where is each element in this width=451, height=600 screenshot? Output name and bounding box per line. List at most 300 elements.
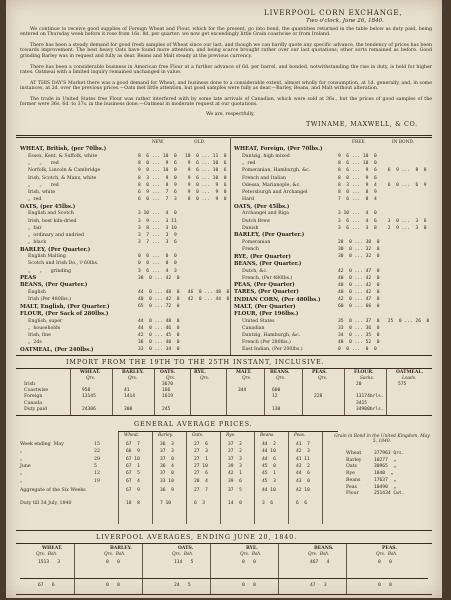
liverpool-col-head: BEANS. xyxy=(314,546,334,551)
average-cell: 45 1 xyxy=(262,471,276,477)
foreign-row-price: 33 0 ... 36 0 xyxy=(338,325,380,331)
average-cell: 43 0 xyxy=(296,478,310,484)
import-col-unit: Qrs. xyxy=(242,376,252,381)
foreign-row-label: Dutch Brew xyxy=(242,218,271,224)
bond-row-label: Beans xyxy=(346,477,361,483)
average-cell: 33 10 xyxy=(160,478,174,484)
average-col-head: Peas. xyxy=(294,433,306,438)
average-cell: 43 2 xyxy=(296,463,310,469)
import-cell: 12 xyxy=(272,394,278,400)
import-col-divider xyxy=(70,369,71,415)
foreign-row-label: INDIAN CORN, (Per 480lbs.) xyxy=(234,296,321,303)
british-row-price: 3 7 ... 3 9 xyxy=(138,232,177,238)
rule xyxy=(16,594,432,595)
foreign-row-label: Odessa, Marianople, &c. xyxy=(242,182,301,188)
intro-paragraph-4: AT THIS DAY'S Market there was a good demand for Wheat, and business done to a considerable extent, almost wholly for consumption, at 1d. generally, and, in some instances, at 2d. over the previous prices.—Oats met little attention, but good samples were fully as dear.—Barley, Beans, and Malt without alteration. xyxy=(20,81,432,92)
foreign-row-label: FLOUR, (Per 196lbs.) xyxy=(234,310,299,317)
bond-row-value: 10277 „ xyxy=(374,457,397,463)
import-col-head: BEANS. xyxy=(270,370,290,375)
average-cell: 27 6 xyxy=(194,442,208,447)
import-col-divider xyxy=(190,369,191,415)
british-row-label: „ 2ds xyxy=(28,340,42,346)
signature: TWINAME, MAXWELL, & CO. xyxy=(306,120,418,128)
bond-row-label: Rye xyxy=(346,471,355,477)
british-row-label: Irish (Per 480lbs.) xyxy=(28,297,71,303)
british-row-price: 3 7 ... 3 6 xyxy=(138,239,177,245)
average-row-label: „ xyxy=(20,456,23,462)
british-row-price: 3 8 ... 3 10 xyxy=(138,225,177,231)
british-row-price: 0 0 ... 0 0 xyxy=(138,254,177,260)
foreign-row-label: East Indian, (Per 200lbs.) xyxy=(242,347,303,353)
british-row-label: MALT, English, (Per Quarter.) xyxy=(20,303,110,310)
foreign-row-price: 7 6 ... 8 4 xyxy=(338,197,377,203)
foreign-row-label: OATS, (Per 45lbs.) xyxy=(234,203,290,210)
foreign-row-label: Pomeranian, Hamburgh, &c. xyxy=(242,168,311,174)
import-col-head: OATS. xyxy=(160,370,176,375)
average-cell: 42 10 xyxy=(296,488,310,493)
foreign-row-price: 42 0 ... 47 0 xyxy=(338,268,380,274)
import-cell: 24306 xyxy=(82,406,96,412)
averages-title: GENERAL AVERAGE PRICES. xyxy=(134,420,253,428)
average-col-divider xyxy=(254,432,255,524)
foreign-row-label: „ red xyxy=(242,161,256,167)
average-cell: 41 7 xyxy=(296,442,310,447)
import-row-label: Duty paid xyxy=(24,406,48,412)
british-row-label: Irish, best kiln-dried xyxy=(28,218,77,224)
liverpool-col-head: OATS. xyxy=(178,546,194,551)
british-row-price: 8 6 ... 10 0 10 0 ... 11 0 xyxy=(138,154,227,160)
import-cell: 1414 xyxy=(124,394,136,400)
import-col-unit: Qrs. xyxy=(200,376,210,381)
exchange-title: LIVERPOOL CORN EXCHANGE, xyxy=(264,8,403,17)
average-cell: 36 4 xyxy=(160,463,174,469)
foreign-row-label: Pomeranian xyxy=(242,239,271,245)
average-cell: 36 3 xyxy=(160,442,174,447)
foreign-row-label: BEANS, (Per Quarter.) xyxy=(234,260,302,267)
foreign-row-price: 0 0 ... 0 0 xyxy=(338,347,377,353)
average-cell: 37 2 xyxy=(228,449,242,455)
british-row-label: English, super xyxy=(28,318,63,324)
average-col-head: Beans. xyxy=(260,433,275,438)
foreign-row-label: Petersburgh and Archangel xyxy=(242,189,308,195)
foreign-row-price: 30 0 ... 32 0 xyxy=(338,247,380,253)
average-cell: 27 6 xyxy=(194,471,208,477)
average-row-label: June xyxy=(20,463,31,469)
foreign-row-price: 8 3 ... 9 4 6 0 ... 6 9 xyxy=(338,182,427,188)
liverpool-col-divider xyxy=(142,544,143,594)
foreign-row-price: 28 0 ... 30 0 xyxy=(338,239,380,245)
liverpool-price: 0 0 xyxy=(106,583,120,588)
average-col-divider xyxy=(288,432,289,524)
foreign-row-label: BARLEY, (Per Quarter.) xyxy=(234,232,305,239)
bond-row-value: 1840 „ xyxy=(374,471,394,477)
british-row-label: PEAS xyxy=(20,275,37,282)
foreign-row-price: 8 6 ... 10 0 xyxy=(338,161,377,167)
liverpool-col-head: WHEAT. xyxy=(42,546,63,551)
bond-row-label: Wheat xyxy=(346,451,362,456)
liverpool-col-head: BARLEY. xyxy=(110,546,132,551)
average-cell: 6 6 xyxy=(296,500,308,506)
british-row-label: FLOUR, (Per Sack of 280lbs.) xyxy=(20,310,109,317)
liverpool-col-divider xyxy=(278,544,279,594)
average-cell: 39 6 xyxy=(228,478,242,484)
liverpool-qty: 1513 3 xyxy=(38,560,61,565)
foreign-row-label: Canadian xyxy=(242,325,265,331)
col-head-free: FREE. xyxy=(352,140,366,145)
import-row-label: Canada xyxy=(24,400,42,406)
liverpool-col-head: RYE. xyxy=(246,546,258,551)
liverpool-col-unit: Qrs. Bsh. xyxy=(172,552,194,557)
foreign-row-label: WHEAT, Foreign, (Per 70lbs.) xyxy=(234,146,323,153)
import-cell: 600 xyxy=(272,388,281,394)
average-col-head: Oats. xyxy=(192,433,204,438)
average-row-label: Duty till 3d July, 1840 xyxy=(20,500,72,506)
rule xyxy=(16,543,432,544)
british-row-label: „ red xyxy=(28,197,42,203)
import-cell: 3415 xyxy=(356,400,368,406)
import-col-head: OATMEAL. xyxy=(396,370,424,375)
import-cell: 1619 xyxy=(162,394,174,400)
average-cell: 44 6 xyxy=(296,471,310,477)
british-row-price: 8 0 ... 8 9 9 0 ... 9 6 xyxy=(138,182,227,188)
average-row-label: Week ending May xyxy=(20,442,64,447)
average-col-divider xyxy=(152,432,153,524)
foreign-row-label: French and Italian xyxy=(242,175,287,181)
import-col-divider xyxy=(264,369,265,415)
average-row-day: 12 xyxy=(94,471,100,477)
average-row-label: „ xyxy=(20,449,23,455)
british-row-price: 6 9 ... 7 6 9 0 ... 9 0 xyxy=(138,189,227,195)
import-col-head: RYE. xyxy=(194,370,206,375)
foreign-row-label: MALT, (Per Quarter) xyxy=(234,303,296,310)
liverpool-col-divider xyxy=(74,544,75,594)
average-row-day: 5 xyxy=(94,463,97,469)
average-cell: 37 3 xyxy=(228,456,242,462)
foreign-row-price: 34 0 ... 35 0 xyxy=(338,332,380,338)
average-cell: 67 7 xyxy=(126,442,140,447)
average-cell: 37 2 xyxy=(228,442,242,447)
british-row-price: 42 0 ... 45 0 xyxy=(138,332,180,338)
average-cell: 37 0 xyxy=(160,471,174,477)
british-row-label: English and Scotch xyxy=(28,211,74,217)
import-col-divider xyxy=(344,369,345,415)
average-col-head: Rye. xyxy=(226,433,236,438)
foreign-row-price: 35 0 ... 37 0 25 0 ... 26 0 xyxy=(338,318,430,324)
import-cell: 3670 xyxy=(162,382,174,387)
british-row-price: 33 0 ... 34 0 xyxy=(138,347,180,353)
foreign-row-label: United States xyxy=(242,318,275,324)
liverpool-price: 47 3 xyxy=(310,583,327,588)
average-cell: 27 3 xyxy=(194,449,208,455)
british-row-label: English Malting xyxy=(28,254,66,260)
average-cell: 67 10 xyxy=(126,456,140,462)
average-cell: 36 9 xyxy=(160,488,174,493)
foreign-row-price: 3 10 ... 4 0 xyxy=(338,211,377,217)
column-divider xyxy=(230,137,231,355)
liverpool-qty: 0 0 xyxy=(106,560,120,565)
foreign-row-price: 8 0 ... 9 6 xyxy=(338,175,377,181)
bond-row-value: 377963 Qrs. xyxy=(374,451,405,456)
british-row-price: 65 0 ... 72 0 xyxy=(138,304,180,310)
average-col-head: Barley. xyxy=(158,433,173,438)
import-col-divider xyxy=(154,369,155,415)
liverpool-qty: 114 5 xyxy=(174,560,194,565)
foreign-row-label: Dantzig, high mixed xyxy=(242,154,290,160)
rule xyxy=(16,415,432,416)
import-col-head: FLOUR. xyxy=(354,370,374,375)
foreign-row-label: Dantzig, Hamburgh, &c. xyxy=(242,332,301,338)
import-row-label: Foreign xyxy=(24,394,43,400)
foreign-row-label: Danish xyxy=(242,225,259,231)
british-row-label: Irish, fine xyxy=(28,332,51,338)
bond-row-label: Oats xyxy=(346,464,357,470)
import-col-unit: Qrs. xyxy=(86,376,96,381)
british-row-price: 0 0 ... 0 0 xyxy=(138,261,177,267)
liverpool-col-unit: Qrs. Bsh. xyxy=(308,552,330,557)
rule xyxy=(16,368,432,369)
import-col-unit: Qrs. xyxy=(166,376,176,381)
import-cell: 958 xyxy=(82,388,91,394)
import-cell: 300 xyxy=(124,406,133,412)
foreign-row-label: Archangel and Riga xyxy=(242,211,289,217)
british-row-label: „ ordinary and undried xyxy=(28,232,85,238)
import-cell: 41 xyxy=(124,388,130,394)
foreign-row-label: TARES, (Per Quarter) xyxy=(234,289,299,296)
import-cell: 20 xyxy=(356,382,362,387)
col-head-in-bond: IN BOND. xyxy=(392,140,415,145)
import-cell: 13174brls. xyxy=(356,394,384,400)
average-cell: 27 1 xyxy=(194,456,208,462)
bond-title: Grain in Bond in the United Kingdom, May 5, 1840. xyxy=(334,434,430,444)
british-row-label: WHEAT, British, (per 70lbs.) xyxy=(20,146,107,153)
liverpool-col-divider xyxy=(210,544,211,594)
average-cell: 41 11 xyxy=(296,456,310,462)
col-head-old: OLD. xyxy=(194,140,206,145)
average-col-divider xyxy=(220,432,221,524)
liverpool-qty: 467 4 xyxy=(310,560,330,565)
foreign-row-price: 60 0 ... 66 0 xyxy=(338,304,380,310)
average-cell: 44 10 xyxy=(262,488,276,493)
average-col-divider xyxy=(118,432,119,524)
foreign-row-price: 40 0 ... 42 0 xyxy=(338,290,380,295)
closing-line: We are, respectfully, xyxy=(206,112,255,117)
rule xyxy=(20,578,428,579)
average-row-day: 29 xyxy=(94,456,100,462)
british-row-price: 44 0 ... 48 0 xyxy=(138,318,180,324)
british-row-label: „ „ grinding xyxy=(28,268,72,274)
import-row-label: Coastwise xyxy=(24,388,49,394)
british-row-price: 44 0 ... 46 0 xyxy=(138,325,180,331)
british-row-label: „ „ red xyxy=(28,182,59,188)
rule xyxy=(16,137,432,138)
british-row-label: OATS, (per 45lbs.) xyxy=(20,203,76,210)
average-cell: 37 5 xyxy=(228,488,242,493)
british-row-label: Irish, Scotch, & Manx, white xyxy=(28,175,97,181)
foreign-row-price: 40 0 ... 42 0 xyxy=(338,275,380,281)
british-row-label: Scotch and Irish Do., ⅌ 60lbs. xyxy=(28,261,99,267)
british-row-price: 3 10 ... 4 0 xyxy=(138,211,177,217)
import-col-unit: Qrs. xyxy=(276,376,286,381)
bond-row-value: 17637 „ xyxy=(374,477,397,483)
intro-paragraph-1: We continue to receive good supplies of Foreign Wheat and Flour, which for the present, go into bond, the quantities returned in the table below as duty paid, being entered on Thursday week before it rose from 16s. 8d. per quarter: we now get exceedingly little Grain coastwise or from Ireland. xyxy=(20,27,432,38)
average-cell: 44 2 xyxy=(262,442,276,447)
rule xyxy=(16,355,432,356)
british-row-price: 6 0 ... 7 3 8 0 ... 9 0 xyxy=(138,197,227,203)
foreign-row-price: 48 0 ... 52 0 xyxy=(338,340,380,346)
import-col-divider xyxy=(386,369,387,415)
average-row-label: Aggregate of the Six Weeks xyxy=(20,488,86,493)
british-row-price: 3 6 ... 4 3 xyxy=(138,268,177,274)
import-col-unit: Qrs. xyxy=(128,376,138,381)
import-cell: 130 xyxy=(272,406,281,412)
british-row-price: 40 0 ... 42 0 42 0 ... 44 0 xyxy=(138,297,230,303)
col-head-new: NEW. xyxy=(152,140,164,145)
bond-row-value: 30965 „ xyxy=(374,464,397,470)
foreign-row-price: 3 6 ... 4 6 3 0 ... 3 6 xyxy=(338,218,427,224)
intro-paragraph-5: The trade in United States free Flour was rather interfered with by some late arrivals of Canadian, which were sold at 36s., but the prices of good samples of the former were 36s. 6d. to 37s. in the business done.—Oatmeal in moderate request at our quotations. xyxy=(20,97,432,108)
foreign-row-price: 30 0 ... 32 0 xyxy=(338,254,380,260)
liverpool-qty: 0 0 xyxy=(242,560,256,565)
average-col-head: Wheat. xyxy=(124,433,140,438)
average-cell: 27 7 xyxy=(194,488,208,493)
foreign-row-label: Dutch, &c. xyxy=(242,268,268,274)
average-cell: 66 9 xyxy=(126,449,140,455)
british-row-label: „ households xyxy=(28,325,61,331)
foreign-row-price: 8 6 ... 9 6 6 9 ... 8 0 xyxy=(338,168,427,174)
liverpool-qty: 0 0 xyxy=(378,560,392,565)
average-row-label: „ xyxy=(20,478,23,484)
liverpool-price: 67 6 xyxy=(38,583,55,588)
import-col-head: PEAS. xyxy=(312,370,327,375)
import-cell: 34900brls. xyxy=(356,406,384,412)
foreign-row-label: French (Per 280lbs.) xyxy=(242,340,291,346)
british-row-price: 38 0 ... 42 0 xyxy=(138,275,180,281)
british-row-label: „ black xyxy=(28,239,47,245)
import-cell: 344 xyxy=(238,388,247,394)
average-row-day: 19 xyxy=(94,478,100,484)
import-cell: 575 xyxy=(398,382,407,387)
import-col-divider xyxy=(302,369,303,415)
foreign-row-label: Hard xyxy=(242,197,255,203)
average-cell: 14 0 xyxy=(228,500,242,506)
foreign-row-label: PEAS, (Per Quarter) xyxy=(234,282,295,289)
rule xyxy=(16,530,432,531)
rule xyxy=(16,135,432,136)
liverpool-col-unit: Qrs. Bsh. xyxy=(104,552,126,557)
average-cell: 44 10 xyxy=(262,449,276,455)
average-cell: 42 1 xyxy=(228,471,242,477)
foreign-row-label: RYE, (Per Quarter) xyxy=(234,253,291,260)
liverpool-price: 0 0 xyxy=(242,583,256,588)
british-row-label: BEANS, (Per Quarter.) xyxy=(20,282,88,289)
foreign-row-label: French xyxy=(242,247,259,253)
liverpool-col-unit: Qrs. Bsh. xyxy=(36,552,58,557)
average-row-day: 22 xyxy=(94,449,100,455)
import-col-divider xyxy=(226,369,227,415)
british-row-price: 3 9 ... 3 11 xyxy=(138,218,177,224)
british-row-label: „ fair xyxy=(28,225,42,231)
british-row-label: OATMEAL, (Per 240lbs.) xyxy=(20,346,94,353)
average-cell: 7 10 xyxy=(160,500,172,506)
british-row-price: 9 0 ... 10 0 9 6 ... 10 6 xyxy=(138,168,227,174)
bond-row-label: Peas xyxy=(346,484,357,490)
average-cell: 27 10 xyxy=(194,463,208,469)
average-cell: 3 6 xyxy=(262,500,274,506)
intro-paragraph-2: There has been a steady demand for good fresh samples of Wheat since our last, and though we can hardly quote any specific advance, the tendency of prices has been towards improvement. The best heavy Oats have found more attention, and being scarce brought rather over our last quotations; other sorts remained as before. Good grinding Barley was in request and fully as dear. Beans and Malt steady at the previous currency. xyxy=(20,43,432,59)
foreign-row-price: 9 6 ... 10 0 xyxy=(338,154,377,160)
average-row-day: 15 xyxy=(94,442,100,447)
average-cell: 37 3 xyxy=(160,449,174,455)
bond-row-value: 10490 „ xyxy=(374,484,397,490)
bond-row-value: 251434 Cwt. xyxy=(374,491,405,497)
liverpool-col-unit: Qrs. Bsh. xyxy=(240,552,262,557)
liverpool-title: LIVERPOOL AVERAGES, ENDING JUNE 20, 1840. xyxy=(96,533,298,541)
average-cell: 67 4 xyxy=(126,478,140,484)
british-row-label: Irish, white xyxy=(28,189,56,195)
import-col-head: MALT. xyxy=(236,370,252,375)
average-cell: 39 3 xyxy=(228,463,242,469)
british-row-label: BARLEY, (Per Quarter.) xyxy=(20,246,91,253)
british-row-label: English xyxy=(28,290,46,295)
average-col-divider xyxy=(186,432,187,524)
intro-paragraph-3: There has been a considerable business in American free Flour at a further advance of 6d. per barrel, and bonded, notwithstanding the rise in duty, is held for higher rates. Oatmeal with a limited inquiry remained unchanged in value. xyxy=(20,65,432,76)
price-circular-sheet xyxy=(6,0,442,598)
british-row-price: 8 3 ... 9 0 9 6 ... 10 0 xyxy=(138,175,227,181)
average-cell: 28 4 xyxy=(194,478,208,484)
import-col-head: BARLEY. xyxy=(122,370,144,375)
bond-row-label: Barley xyxy=(346,457,362,463)
import-col-unit: Qrs. xyxy=(318,376,328,381)
british-row-price: 8 0 ... 9 6 9 6 ... 10 6 xyxy=(138,161,227,167)
average-cell: 6 3 xyxy=(194,500,206,506)
average-cell: 67 9 xyxy=(126,488,140,493)
foreign-row-label: French, (Per 480lbs.) xyxy=(242,275,293,281)
import-row-label: Irish xyxy=(24,382,36,387)
average-cell: 45 0 xyxy=(262,463,276,469)
british-row-label: Essex, Kent, & Suffolk, white xyxy=(28,154,98,160)
average-row-label: „ xyxy=(20,471,23,477)
liverpool-col-head: PEAS. xyxy=(382,546,397,551)
foreign-row-price: 3 6 ... 3 8 2 9 ... 3 0 xyxy=(338,225,427,231)
import-cell: 166 xyxy=(162,388,171,394)
average-cell: 44 6 xyxy=(262,456,276,462)
british-row-price: 44 0 ... 48 0 46 0 ... 48 0 xyxy=(138,290,230,295)
british-row-label: „ „ red xyxy=(28,161,59,167)
import-col-unit: Sacks. xyxy=(360,376,375,381)
average-col-divider xyxy=(322,432,323,524)
import-cell: 228 xyxy=(314,394,323,400)
rule xyxy=(118,431,338,432)
average-cell: 42 3 xyxy=(296,449,310,455)
british-row-label: Norfolk, Lincoln & Cambridge xyxy=(28,168,101,174)
liverpool-price: 0 0 xyxy=(378,583,392,588)
foreign-row-price: 8 0 ... 8 9 xyxy=(338,189,377,195)
average-cell: 67 1 xyxy=(126,463,140,469)
foreign-row-price: 40 0 ... 42 0 xyxy=(338,282,380,288)
import-col-head: WHEAT. xyxy=(80,370,101,375)
import-cell: 13145 xyxy=(82,394,96,400)
circular-date: Two o'clock, June 26, 1840. xyxy=(306,18,384,24)
import-cell: 245 xyxy=(162,406,171,412)
foreign-row-price: 42 0 ... 47 0 xyxy=(338,297,380,303)
liverpool-price: 24 5 xyxy=(174,583,191,588)
liverpool-col-divider xyxy=(346,544,347,594)
average-cell: 18 8 xyxy=(126,500,140,506)
import-col-unit: Loads. xyxy=(402,376,417,381)
british-row-price: 36 0 ... 40 0 xyxy=(138,340,180,346)
import-title: IMPORT FROM THE 19TH TO THE 25TH INSTANT, INCLUSIVE. xyxy=(66,358,325,366)
average-cell: 37 0 xyxy=(160,456,174,462)
